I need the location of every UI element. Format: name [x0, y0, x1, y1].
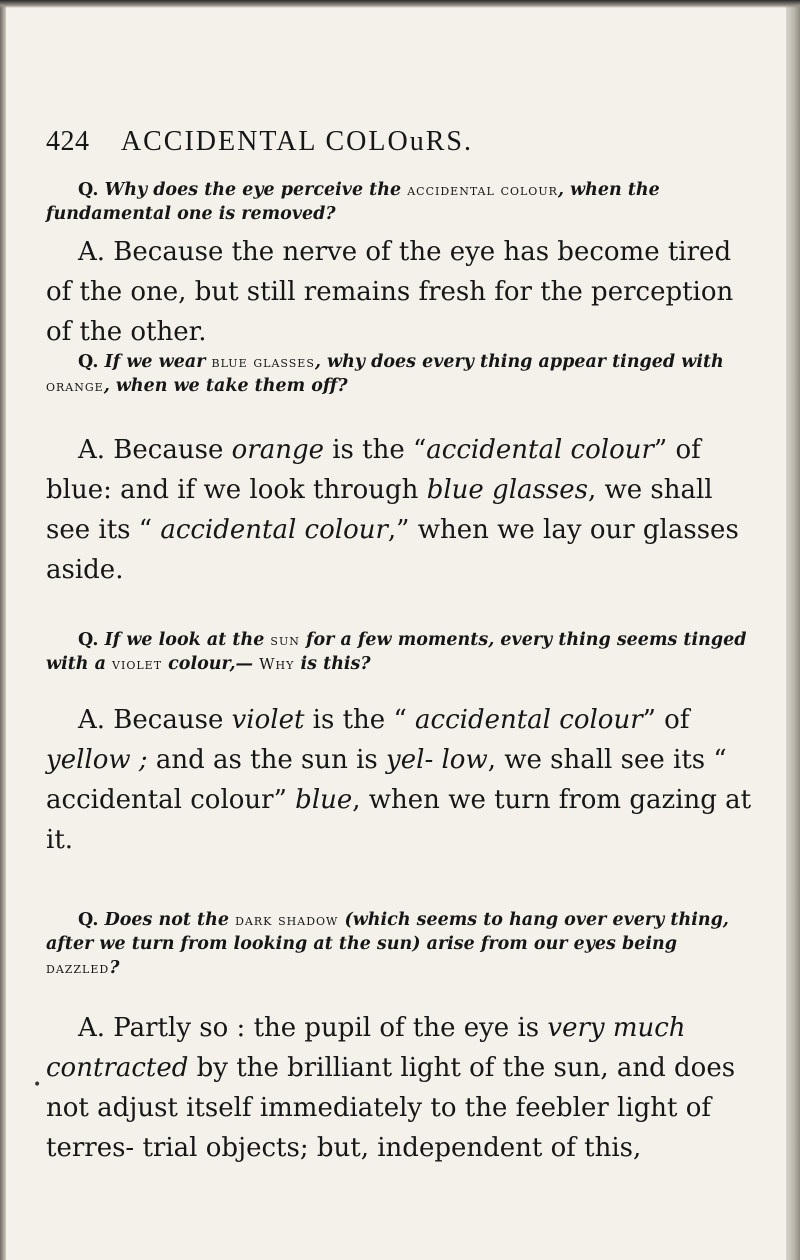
question-3-smallcaps-b: violet [112, 655, 163, 673]
answer-2-italic-4: accidental colour [160, 515, 388, 545]
answer-3-part-2: is the “ [304, 705, 416, 735]
answer-4-italic-1: very much contracted [46, 1013, 686, 1083]
question-1-lead: Q. [78, 180, 105, 200]
answer-3-part-6: , when we turn from gazing at it. [46, 785, 752, 855]
question-3 [46, 628, 756, 676]
question-4-smallcaps-a: dark shadow [235, 911, 339, 929]
question-4-lead: Q. [78, 910, 105, 930]
answer-3-italic-2: accidental colour [415, 705, 643, 735]
answer-4 [46, 1008, 756, 1168]
answer-2-italic-3: blue glasses [426, 475, 588, 505]
question-2 [46, 350, 756, 398]
answer-2-part-1: A. Because [78, 435, 232, 465]
page-header [46, 124, 746, 158]
answer-2-part-2: is the “ [323, 435, 427, 465]
answer-4-part-2: by the brilliant light of the sun, and does not adjust itself immediately to the feebler light of terres- trial objects; but, independent of this, [46, 1053, 736, 1163]
question-1 [46, 178, 756, 226]
question-1-smallcaps: accidental colour [407, 181, 558, 199]
answer-1-text: A. Because the nerve of the eye has become tired of the one, but still remains fresh for the perception of the other. [46, 237, 734, 347]
question-2-text-a: If we wear [104, 352, 212, 372]
page-fore-edge [786, 0, 800, 1260]
question-4 [46, 908, 756, 980]
question-2-text-c: , when we take them off? [103, 376, 348, 396]
question-4-smallcaps-b: dazzled [46, 959, 110, 977]
question-4-text-a: Does not the [104, 910, 236, 930]
question-3-text-d: is this? [294, 654, 371, 674]
question-3-text-b: for a few moments, every thing seems tinged with a [46, 630, 747, 674]
answer-3-italic-3: yellow ; [46, 745, 148, 775]
question-1-text-a: Why does the eye perceive the [104, 180, 408, 200]
margin-mark: • [33, 1077, 42, 1093]
answer-4-part-1: A. Partly so : the pupil of the eye is [78, 1013, 548, 1043]
question-3-lead: Q. [78, 630, 105, 650]
question-2-text-b: , why does every thing appear tinged with [314, 352, 724, 372]
question-3-smallcaps-a: sun [270, 631, 300, 649]
answer-3-part-3: ” of [642, 705, 690, 735]
question-3-smallcaps-c: Why [259, 655, 295, 673]
answer-3-italic-5: blue [295, 785, 353, 815]
answer-1 [46, 232, 756, 352]
answer-3-italic-4: yel- low [386, 745, 488, 775]
answer-2-part-3: ” of blue: and if we look through [46, 435, 701, 505]
answer-3-italic-1: violet [231, 705, 305, 735]
answer-3-part-4: and as the sun is [147, 745, 387, 775]
question-1-text-b: , when the fundamental one is removed? [46, 180, 660, 224]
question-2-lead: Q. [78, 352, 105, 372]
answer-3-part-5: , we shall see its “ accidental colour” [46, 745, 727, 815]
question-3-text-a: If we look at the [104, 630, 271, 650]
page-gutter-shadow [0, 0, 6, 1260]
running-title: ACCIDENTAL COLOuRS. [120, 126, 473, 157]
question-2-smallcaps-b: orange [46, 377, 104, 395]
answer-2-part-4: , we shall see its “ [46, 475, 713, 545]
question-3-text-c: colour,— [162, 654, 260, 674]
question-4-text-b: (which seems to hang over every thing, after we turn from looking at the sun) arise from our eyes being [46, 910, 729, 954]
page-number: 424 [46, 126, 90, 157]
answer-2-italic-1: orange [231, 435, 324, 465]
answer-3-part-1: A. Because [78, 705, 232, 735]
question-2-smallcaps-a: blue glasses [211, 353, 315, 371]
answer-3 [46, 700, 756, 860]
answer-2 [46, 430, 756, 590]
question-4-text-c: ? [109, 958, 120, 978]
answer-2-italic-2: accidental colour [426, 435, 654, 465]
page-top-edge [0, 0, 800, 8]
answer-2-part-5: ,” when we lay our glasses aside. [46, 515, 739, 585]
